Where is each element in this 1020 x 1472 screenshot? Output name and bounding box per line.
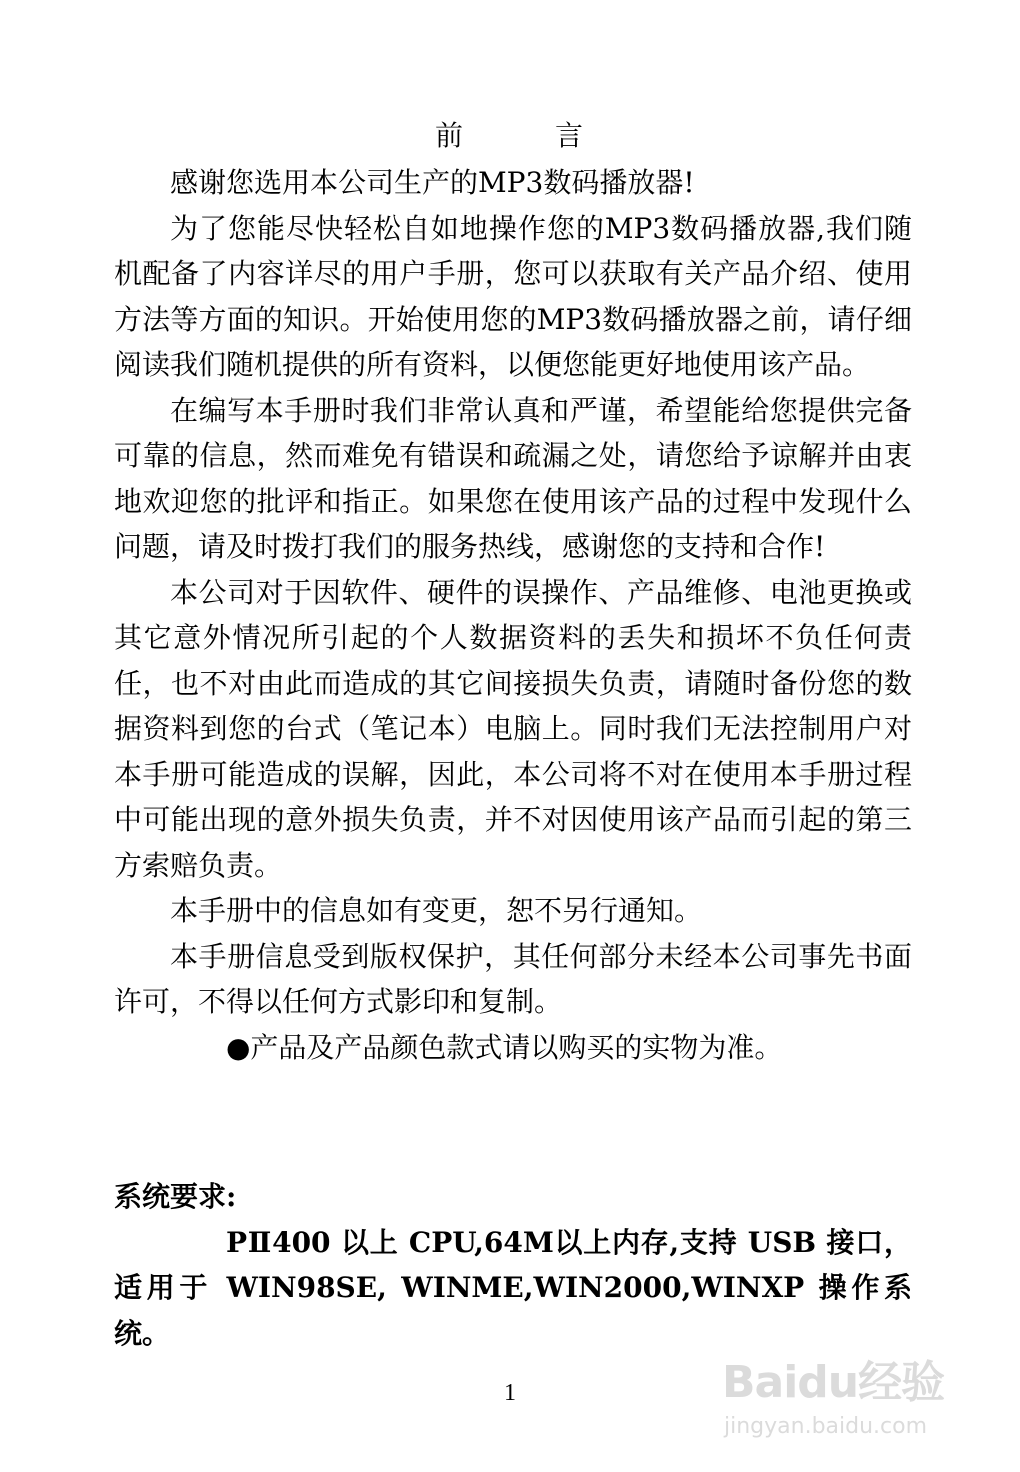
- watermark-url: jingyan.baidu.com: [724, 1414, 928, 1439]
- paragraph-manual-intro: 为了您能尽快轻松自如地操作您的MP3数码播放器,我们随机配备了内容详尽的用户手册，您可以获取有关产品介绍、使用方法等方面的知识。开始使用您的MP3数码播放器之前，请仔细阅读我们随机提供的所有资料，以便您能更好地使用该产品。: [114, 211, 912, 381]
- bullet-note: ●产品及产品颜色款式请以购买的实物为准。: [226, 1030, 783, 1064]
- paragraph-copyright: 本手册信息受到版权保护，其任何部分未经本公司事先书面许可，不得以任何方式影印和复制。: [114, 939, 912, 1018]
- system-requirements-heading: 系统要求:: [114, 1180, 237, 1213]
- title-part-1: 前: [434, 119, 465, 152]
- page-number: 1: [504, 1380, 516, 1406]
- paragraph-accuracy: 在编写本手册时我们非常认真和严谨，希望能给您提供完备可靠的信息，然而难免有错误和疏漏之处，请您给予谅解并由衷地欢迎您的批评和指正。如果您在使用该产品的过程中发现什么问题，请及时拨打我们的服务热线，感谢您的支持和合作!: [114, 393, 912, 563]
- preface-body: [114, 160, 912, 1070]
- paragraph-liability: 本公司对于因软件、硬件的误操作、产品维修、电池更换或其它意外情况所引起的个人数据资料的丢失和损坏不负任何责任，也不对由此而造成的其它间接损失负责，请随时备份您的数据资料到您的台式（笔记本）电脑上。同时我们无法控制用户对本手册可能造成的误解，因此，本公司将不对在使用本手册过程中可能出现的意外损失负责，并不对因使用该产品而引起的第三方索赔负责。: [114, 575, 912, 882]
- paragraph-changes: 本手册中的信息如有变更，恕不另行通知。: [170, 894, 703, 927]
- page-title: [0, 118, 1020, 154]
- baidu-watermark: [722, 1318, 972, 1458]
- paragraph-thanks: 感谢您选用本公司生产的MP3数码播放器!: [170, 166, 695, 199]
- system-requirements-content: PⅡ400 以上 CPU,64M以上内存,支持 USB 接口，适用于 WIN98SE, WINME,WIN2000,WINXP 操作系统。: [114, 1225, 912, 1350]
- title-part-2: 言: [555, 119, 586, 152]
- watermark-logo: Baidu经验: [722, 1357, 945, 1408]
